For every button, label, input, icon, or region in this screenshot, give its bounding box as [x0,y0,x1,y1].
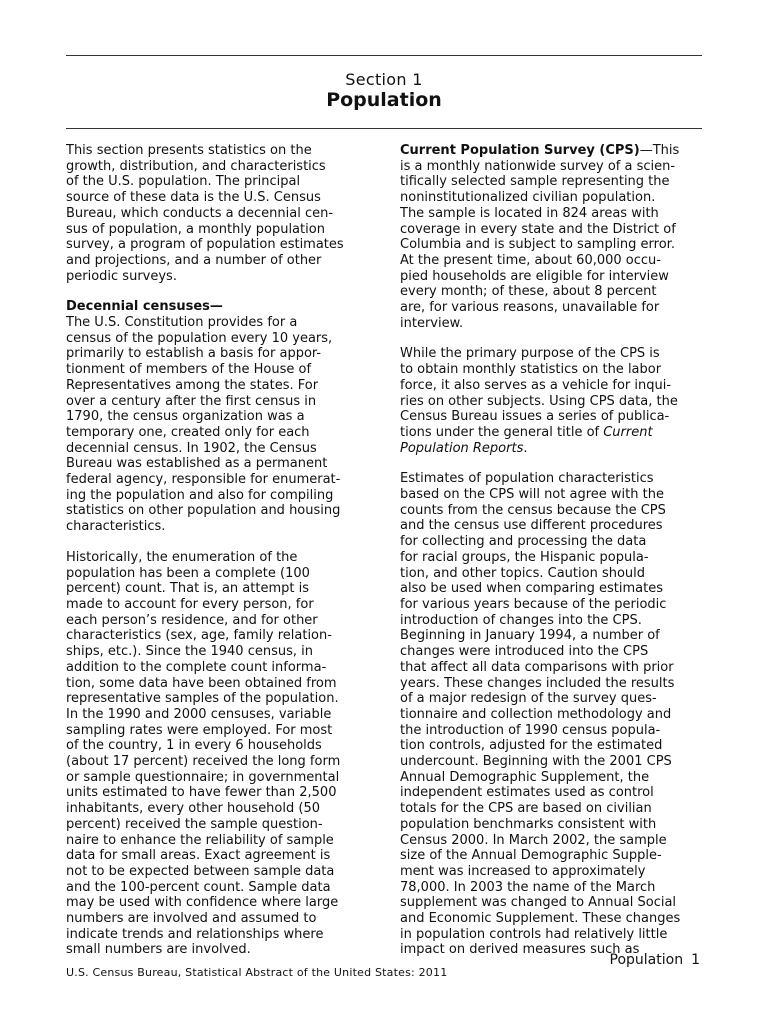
section-title: Population [326,89,442,111]
text-line: of the country, 1 in every 6 households [66,738,322,754]
text-line: is a monthly nationwide survey of a scien- [400,158,676,174]
decennial-heading: Decennial censuses— [66,299,223,315]
text-line: Annual Demographic Supplement, the [400,769,650,785]
text-line: over a century after the first census in [66,393,317,409]
text-line: in population controls had relatively little [400,926,668,942]
text-line: tion, and other topics. Caution should [400,565,646,581]
text-line: based on the CPS will not agree with the [400,487,664,503]
text-line: supplement was changed to Annual Social [400,895,677,911]
text-line: temporary one, created only for each [66,424,310,440]
decennial-paragraph [66,299,372,535]
cps-heading: Current Population Survey (CPS) [400,143,640,158]
cps-paragraph [400,143,704,331]
text-line: the introduction of 1990 census popula- [400,722,661,738]
text-line: statistics on other population and housing [66,503,341,519]
header-top-rule [66,55,702,56]
text-line: At the present time, about 60,000 occu- [400,252,661,268]
text-line: noninstitutionalized civilian population. [400,190,656,206]
purpose-paragraph [400,346,704,456]
text-line: naire to enhance the reliability of sample [66,832,334,848]
text-line: population has been a complete (100 [66,565,310,581]
text-line: 1790, the census organization was a [66,409,305,425]
text-line: census of the population every 10 years, [66,330,333,346]
text-line: percent) received the sample question- [66,816,323,832]
text-line: (about 17 percent) received the long form [66,754,341,770]
section-label: Section 1 [345,70,423,89]
text-line: for racial groups, the Hispanic popula- [400,549,649,565]
text-line: percent) count. That is, an attempt is [66,581,309,597]
text-line: units estimated to have fewer than 2,500 [66,785,337,801]
text-line: addition to the complete count informa- [66,659,327,675]
text-line: introduction of changes into the CPS. [400,612,642,628]
text-line [400,425,704,441]
text-line: each person’s residence, and for other [66,612,318,628]
text-line: every month; of these, about 8 percent [400,284,657,300]
text-line: The sample is located in 824 areas with [400,205,659,221]
text-line: survey, a program of population estimates [66,237,344,253]
text-line: tifically selected sample representing the [400,174,670,190]
text-line: tion controls, adjusted for the estimated [400,738,663,754]
text-line: tionnaire and collection methodology and [400,706,672,722]
text-line: This section presents statistics on the [66,143,312,158]
text-line: Bureau was established as a permanent [66,456,328,472]
text-line: Representatives among the states. For [66,377,319,393]
text-line: force, it also serves as a vehicle for inqui- [400,377,672,393]
text-line: Beginning in January 1994, a number of [400,628,660,644]
text-line: and the 100-percent count. Sample data [66,879,331,895]
text-line: to obtain monthly statistics on the labor [400,362,662,378]
text-line: totals for the CPS are based on civilian [400,801,652,817]
text-line: inhabitants, every other household (50 [66,801,320,817]
text-line: pied households are eligible for interview [400,268,669,284]
page-number: 1 [691,952,700,968]
right-column [400,143,704,973]
text-line: independent estimates used as control [400,785,654,801]
purpose-end: . [523,440,528,456]
text-line: Columbia and is subject to sampling error. [400,237,675,253]
text-line: growth, distribution, and characteristics [66,158,326,174]
text-line: counts from the census because the CPS [400,502,666,518]
text-line: numbers are involved and assumed to [66,911,317,927]
text-line: also be used when comparing estimates [400,581,663,597]
text-line: 78,000. In 2003 the name of the March [400,879,656,895]
page-footer-label [602,952,700,968]
text-line: decennial census. In 1902, the Census [66,440,317,456]
text-line: coverage in every state and the District of [400,221,676,237]
text-line: periodic surveys. [66,268,177,284]
intro-paragraph [66,143,372,284]
text-line: Estimates of population characteristics [400,471,654,487]
text-line: Bureau, which conducts a decennial cen- [66,205,334,221]
text-line: of the U.S. population. The principal [66,174,301,190]
text-line: ships, etc.). Since the 1940 census, in [66,644,313,660]
cps-first-tail: —This [639,143,680,158]
text-line: interview. [400,315,464,331]
text-line: ries on other subjects. Using CPS data, the [400,393,678,409]
text-line: and the census use different procedures [400,518,663,534]
text-line: Census Bureau issues a series of publica- [400,409,670,425]
header-bottom-rule [66,128,702,129]
running-footer-title: Population [609,952,684,968]
text-line: undercount. Beginning with the 2001 CPS [400,754,672,770]
purpose-last-prefix: tions under the general title of [400,424,604,440]
text-line: indicate trends and relationships where [66,926,324,942]
text-line: primarily to establish a basis for appor- [66,346,322,362]
text-line: years. These changes included the results [400,675,675,691]
text-line: ment was increased to approximately [400,863,646,879]
text-line: may be used with confidence where large [66,895,339,911]
text-line: impact on derived measures such as [400,942,640,958]
text-line: changes were introduced into the CPS [400,644,649,660]
text-line: Historically, the enumeration of the [66,549,298,565]
text-line: sampling rates were employed. For most [66,722,333,738]
text-line: representative samples of the population. [66,691,339,707]
text-line: tionment of members of the House of [66,362,312,378]
text-line [400,441,704,457]
text-line: are, for various reasons, unavailable for [400,300,660,316]
text-line: for various years because of the periodic [400,596,667,612]
text-line: of a major redesign of the survey ques- [400,691,657,707]
text-line: data for small areas. Exact agreement is [66,848,331,864]
text-line: source of these data is the U.S. Census [66,190,321,206]
estimates-paragraph [400,471,704,958]
historically-paragraph [66,550,372,958]
text-line: small numbers are involved. [66,942,251,958]
text-line: In the 1990 and 2000 censuses, variable [66,706,332,722]
source-footnote: U.S. Census Bureau, Statistical Abstract of the United States: 2011 [66,966,448,979]
text-line: or sample questionnaire; in governmental [66,769,340,785]
text-line: characteristics (sex, age, family relation- [66,628,332,644]
text-line: for collecting and processing the data [400,534,647,550]
text-line: that affect all data comparisons with prior [400,659,674,675]
publication-title-part-1: Current [603,424,653,440]
text-line: Census 2000. In March 2002, the sample [400,832,667,848]
text-line: sus of population, a monthly population [66,221,325,237]
text-line: made to account for every person, for [66,596,314,612]
cps-first-line [400,143,704,159]
text-line: While the primary purpose of the CPS is [400,346,660,362]
text-line: not to be expected between sample data [66,863,335,879]
left-column [66,143,372,973]
text-line: characteristics. [66,519,166,535]
text-line: tion, some data have been obtained from [66,675,337,691]
text-line: and Economic Supplement. These changes [400,911,681,927]
text-line: ing the population and also for compiling [66,487,334,503]
text-line: population benchmarks consistent with [400,816,657,832]
text-line: federal agency, responsible for enumerat- [66,472,341,488]
text-line: The U.S. Constitution provides for a [66,315,298,331]
text-line: and projections, and a number of other [66,252,322,268]
text-line: size of the Annual Demographic Supple- [400,848,662,864]
publication-title-part-2: Population Reports [400,440,524,456]
